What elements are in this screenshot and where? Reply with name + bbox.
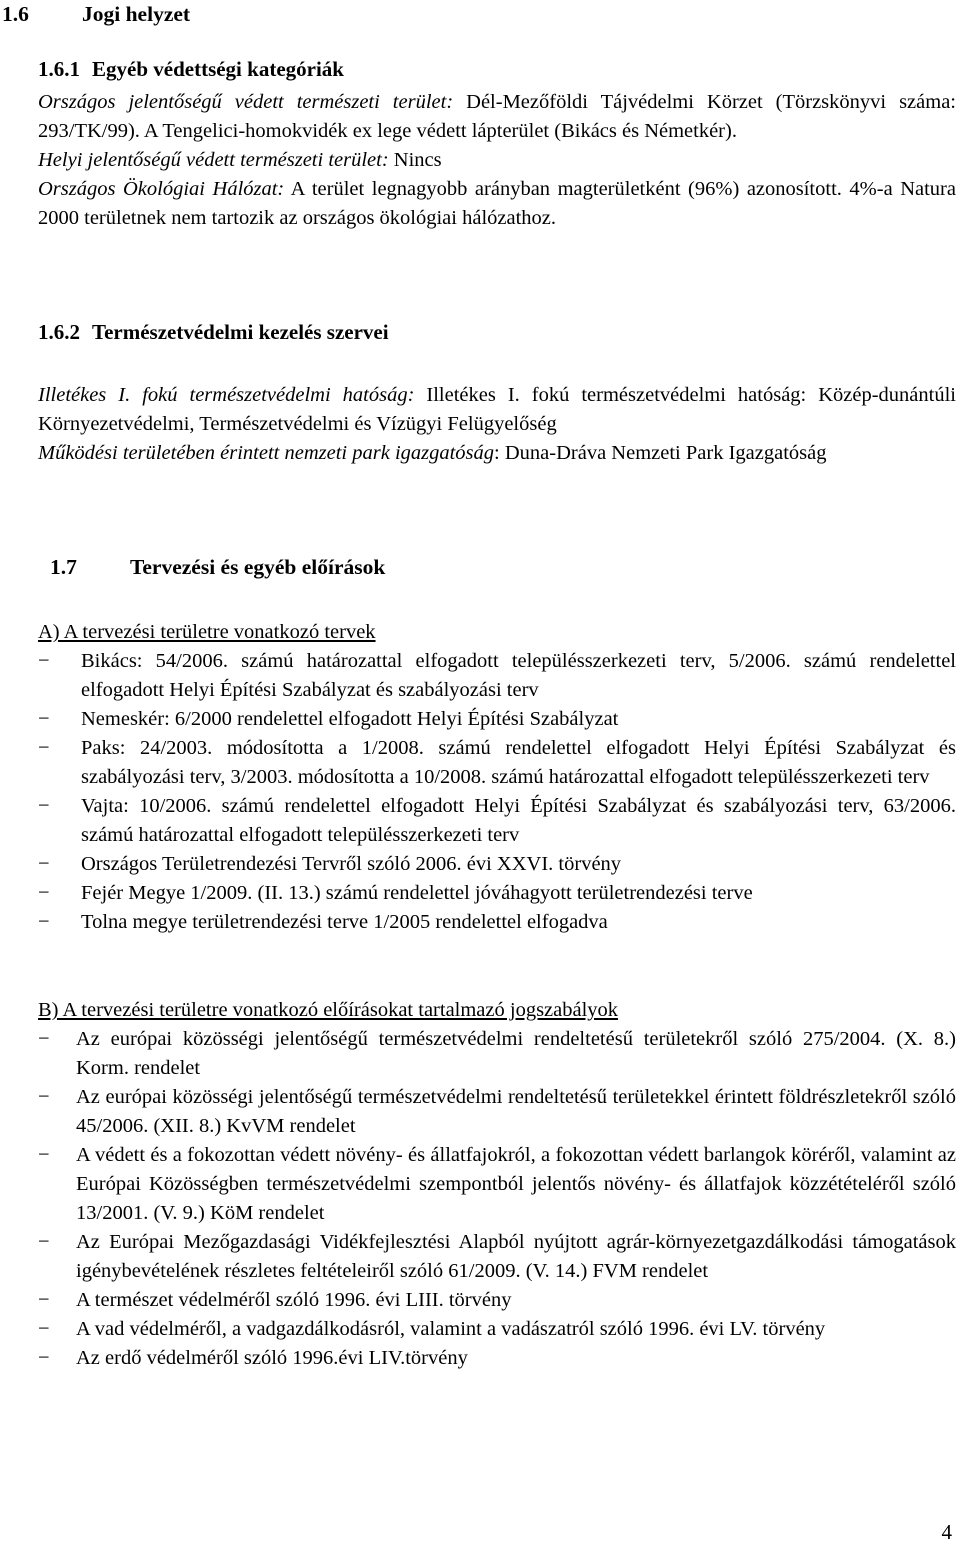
regulation-item: [38, 1228, 956, 1286]
label: Működési területében érintett nemzeti park igazgatóság: [38, 442, 495, 464]
plan-item: [38, 734, 956, 792]
regulation-item: [38, 1141, 956, 1228]
regulation-item-text: Az erdő védelméről szóló 1996.évi LIV.törvény: [76, 1347, 468, 1369]
value: Illetékes I. fokú természetvédelmi hatóság: Közép-dunántúli Környezetvédelmi, Természetvédelmi és Vízügyi Felügyelőség: [38, 384, 956, 435]
dash-bullet: −: [38, 882, 50, 904]
section-heading-1-6-2: [38, 318, 389, 347]
label: Országos jelentőségű védett természeti terület:: [38, 91, 454, 113]
dash-bullet: −: [38, 853, 50, 875]
section-heading-1-6: [2, 0, 191, 29]
plan-item: [38, 908, 956, 937]
dash-bullet: −: [38, 708, 50, 730]
section-title: Természetvédelmi kezelés szervei: [92, 320, 389, 344]
plan-item-text: Fejér Megye 1/2009. (II. 13.) számú rendelettel jóváhagyott területrendezési terve: [81, 882, 753, 904]
value: : Duna-Dráva Nemzeti Park Igazgatóság: [494, 442, 827, 464]
dash-bullet: −: [38, 1347, 50, 1369]
management-bodies: [38, 381, 956, 468]
regulation-item: [38, 1083, 956, 1141]
regulation-item-text: Az európai közösségi jelentőségű természetvédelmi rendeltetésű területekkel érintett földrészletekről szóló 45/2006. (XII. 8.) KvVM rendelet: [76, 1086, 956, 1137]
plan-item-text: Tolna megye területrendezési terve 1/2005 rendelettel elfogadva: [81, 911, 608, 933]
dash-bullet: −: [38, 1144, 50, 1166]
subheading-a: A) A tervezési területre vonatkozó tervek: [38, 621, 376, 643]
section-number: 1.7: [50, 555, 77, 579]
paragraph-ecological-network: [38, 175, 956, 233]
plan-item: [38, 850, 956, 879]
regulation-item-text: Az Európai Mezőgazdasági Vidékfejlesztési Alapból nyújtott agrár-környezetgazdálkodási támogatások igénybevételének részletes feltételeiről szóló 61/2009. (V. 14.) FVM rendelet: [76, 1231, 956, 1282]
regulation-item-text: Az európai közösségi jelentőségű természetvédelmi rendeltetésű területekről szóló 275/2004. (X. 8.) Korm. rendelet: [76, 1028, 956, 1079]
plan-item: [38, 705, 956, 734]
planning-documents: [38, 618, 956, 937]
dash-bullet: −: [38, 1318, 50, 1340]
plan-item: [38, 647, 956, 705]
dash-bullet: −: [38, 795, 50, 817]
plan-item: [38, 792, 956, 850]
plan-item-text: Bikács: 54/2006. számú határozattal elfogadott településszerkezeti terv, 5/2006. számú rendelettel elfogadott Helyi Építési Szabályzat és szabályozási terv: [81, 650, 956, 701]
plan-item-text: Vajta: 10/2006. számú rendelettel elfogadott Helyi Építési Szabályzat és szabályozási terv, 63/2006. számú határozattal elfogadott településszerkezeti terv: [81, 795, 956, 846]
plan-item-text: Nemeskér: 6/2000 rendelettel elfogadott Helyi Építési Szabályzat: [81, 708, 619, 730]
regulation-item-text: A vad védelméről, a vadgazdálkodásról, valamint a vadászatról szóló 1996. évi LV. törvény: [76, 1318, 826, 1340]
legal-regulations: [38, 996, 956, 1373]
subheading-b: B) A tervezési területre vonatkozó előírásokat tartalmazó jogszabályok: [38, 999, 619, 1021]
plan-item-text: Paks: 24/2003. módosította a 1/2008. számú rendelettel elfogadott Helyi Építési Szabályzat és szabályozási terv, 3/2003. módosította a 10/2008. számú határozattal elfogadott településszerkezeti terv: [81, 737, 956, 788]
label: Illetékes I. fokú természetvédelmi hatóság:: [38, 384, 415, 406]
section-heading-1-7: [50, 553, 385, 582]
label: Országos Ökológiai Hálózat:: [38, 178, 285, 200]
dash-bullet: −: [38, 1231, 50, 1253]
dash-bullet: −: [38, 1086, 50, 1108]
regulation-item-text: A természet védelméről szóló 1996. évi LIII. törvény: [76, 1289, 512, 1311]
regulation-item: [38, 1315, 956, 1344]
paragraph-national-protected: [38, 88, 956, 146]
section-number: 1.6.2: [38, 320, 80, 344]
dash-bullet: −: [38, 1028, 50, 1050]
section-title: Jogi helyzet: [82, 2, 191, 26]
section-number: 1.6.1: [38, 57, 80, 81]
page-number: 4: [941, 1520, 952, 1544]
regulation-item: [38, 1344, 956, 1373]
plans-list: [38, 647, 956, 937]
value: Nincs: [388, 149, 442, 171]
paragraph-authority: [38, 381, 956, 439]
regulations-list: [38, 1025, 956, 1373]
dash-bullet: −: [38, 737, 50, 759]
paragraph-national-park: [38, 439, 956, 468]
regulation-item-text: A védett és a fokozottan védett növény- és állatfajokról, a fokozottan védett barlangok köréről, valamint az Európai Közösségben természetvédelmi szempontból jelentős növény- és állatfajok közzétételéről szóló 13/2001. (V. 9.) KöM rendelet: [76, 1144, 956, 1224]
section-title: Egyéb védettségi kategóriák: [92, 57, 344, 81]
section-heading-1-6-1: [38, 55, 344, 84]
dash-bullet: −: [38, 911, 50, 933]
label: Helyi jelentőségű védett természeti terület:: [38, 149, 389, 171]
paragraph-local-protected: [38, 146, 956, 175]
protection-categories: [38, 88, 956, 233]
regulation-item: [38, 1025, 956, 1083]
section-title: Tervezési és egyéb előírások: [130, 555, 386, 579]
dash-bullet: −: [38, 650, 50, 672]
plan-item-text: Országos Területrendezési Tervről szóló 2006. évi XXVI. törvény: [81, 853, 622, 875]
regulation-item: [38, 1286, 956, 1315]
value: Dél-Mezőföldi Tájvédelmi Körzet (Törzskönyvi száma: 293/TK/99). A Tengelici-homokvidék ex lege védett lápterület (Bikács és Németkér).: [38, 91, 956, 142]
dash-bullet: −: [38, 1289, 50, 1311]
section-number: 1.6: [2, 2, 29, 26]
value: A terület legnagyobb arányban magterületként (96%) azonosított. 4%-a Natura 2000 területnek nem tartozik az országos ökológiai hálózathoz.: [38, 178, 956, 229]
plan-item: [38, 879, 956, 908]
